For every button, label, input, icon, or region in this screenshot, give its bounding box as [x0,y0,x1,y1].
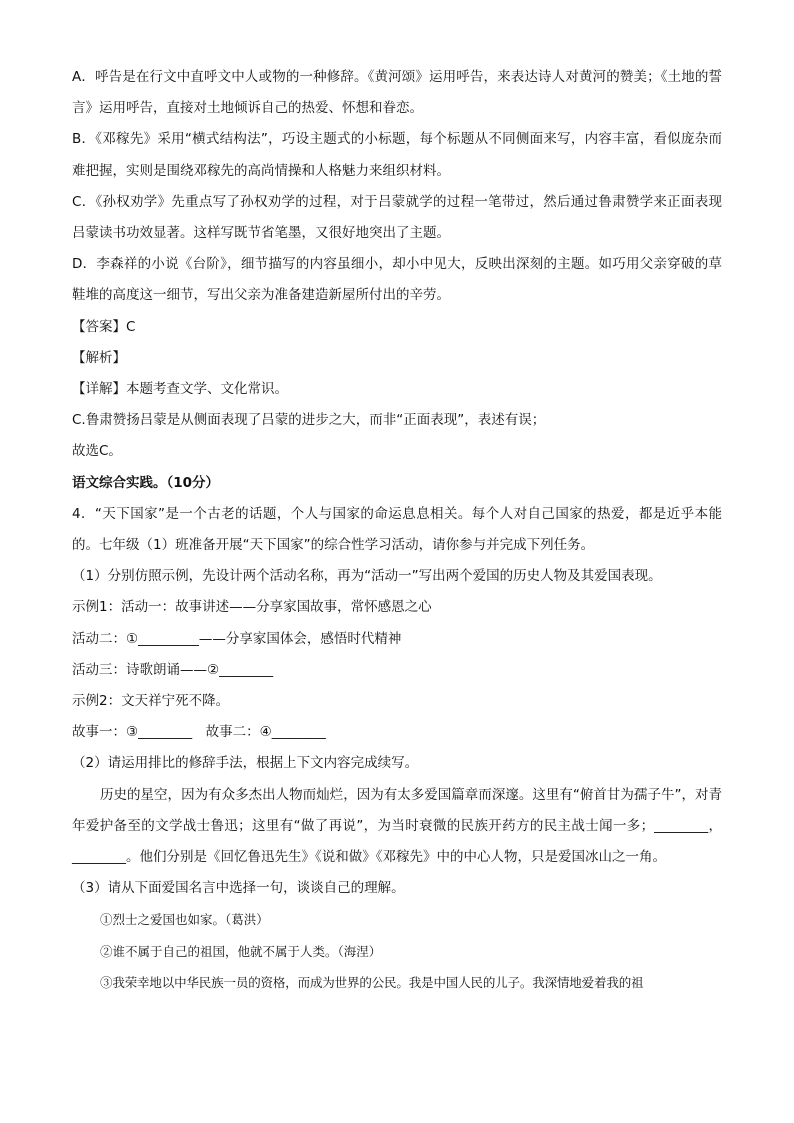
answer-line: 【答案】C [72,318,136,335]
activity-2: 活动二：①_________——分享家国体会，感悟时代精神 [72,630,402,647]
option-a: A．呼告是在行文中直呼文中人或物的一种修辞。《黄河颂》运用呼告，来表达诗人对黄河的赞美；《土地的誓言》运用呼告，直接对土地倾诉自己的热爱、怀想和眷恋。 [72,69,722,117]
section-title: 语文综合实践。（10分） [72,474,220,491]
document-body [72,62,722,998]
activity-3: 活动三：诗歌朗诵——②________ [72,661,274,678]
option-c: C．《孙权劝学》先重点写了孙权劝学的过程，对于吕蒙就学的过程一笔带过，然后通过鲁肃赞学来正面表现吕蒙读书功效显著。这样写既节省笔墨，又很好地突出了主题。 [72,193,722,242]
example-2: 示例2：文天祥宁死不降。 [72,693,230,710]
example-1: 示例1：活动一：故事讲述——分享家国故事，常怀感恩之心 [72,599,432,616]
option-d: D．李森祥的小说《台阶》，细节描写的内容虽细小，却小中见大，反映出深刻的主题。如巧用父亲穿破的草鞋堆的高度这一细节，写出父亲为准备建造新屋所付出的辛劳。 [72,256,722,304]
quote-1: ①烈士之爱国也如家。（葛洪） [100,912,269,928]
quote-2: ②谁不属于自己的祖国，他就不属于人类。（海涅） [100,943,382,959]
sub-question-1: （1）分别仿照示例，先设计两个活动名称，再为“活动一”写出两个爱国的历史人物及其爱国表现。 [72,568,662,585]
question-4-intro: 4．“天下国家”是一个古老的话题，个人与国家的命运息息相关。每个人对自己国家的热爱，都是近乎本能的。七年级（1）班准备开展“天下国家”的综合性学习活动，请你参与并完成下列任务。 [72,505,722,554]
option-b: B．《邓稼先》采用“横式结构法”，巧设主题式的小标题，每个标题从不同侧面来写，内容丰富，看似庞杂而难把握，实则是围绕邓稼先的高尚情操和人格魅力来组织材料。 [72,131,722,179]
choice-line: 故选C。 [72,443,122,460]
quote-3: ③我荣幸地以中华民族一员的资格，而成为世界的公民。我是中国人民的儿子。我深情地爱着我的祖 [100,974,644,990]
stories-line: 故事一：③________ 故事二：④________ [72,724,326,741]
reason-line: C.鲁肃赞扬吕蒙是从侧面表现了吕蒙的进步之大，而非“正面表现”，表述有误； [72,412,546,429]
analysis-label: 【解析】 [72,349,126,366]
sub-question-2: （2）请运用排比的修辞手法，根据上下文内容完成续写。 [72,755,419,772]
sub-question-3: （3）请从下面爱国名言中选择一句，谈谈自己的理解。 [72,880,405,897]
passage: 历史的星空，因为有众多杰出人物而灿烂，因为有太多爱国篇章而深邃。这里有“俯首甘为孺子牛”，对青年爱护备至的文学战士鲁迅；这里有“做了再说”，为当时衰微的民族开药方的民主战士闻一多；________，________。他们分别是《回忆鲁迅先生》《说和做》《邓稼先》中的中心人物，只是爱国冰山之一角。 [72,786,722,866]
detail-line: 【详解】本题考查文学、文化常识。 [72,381,288,398]
